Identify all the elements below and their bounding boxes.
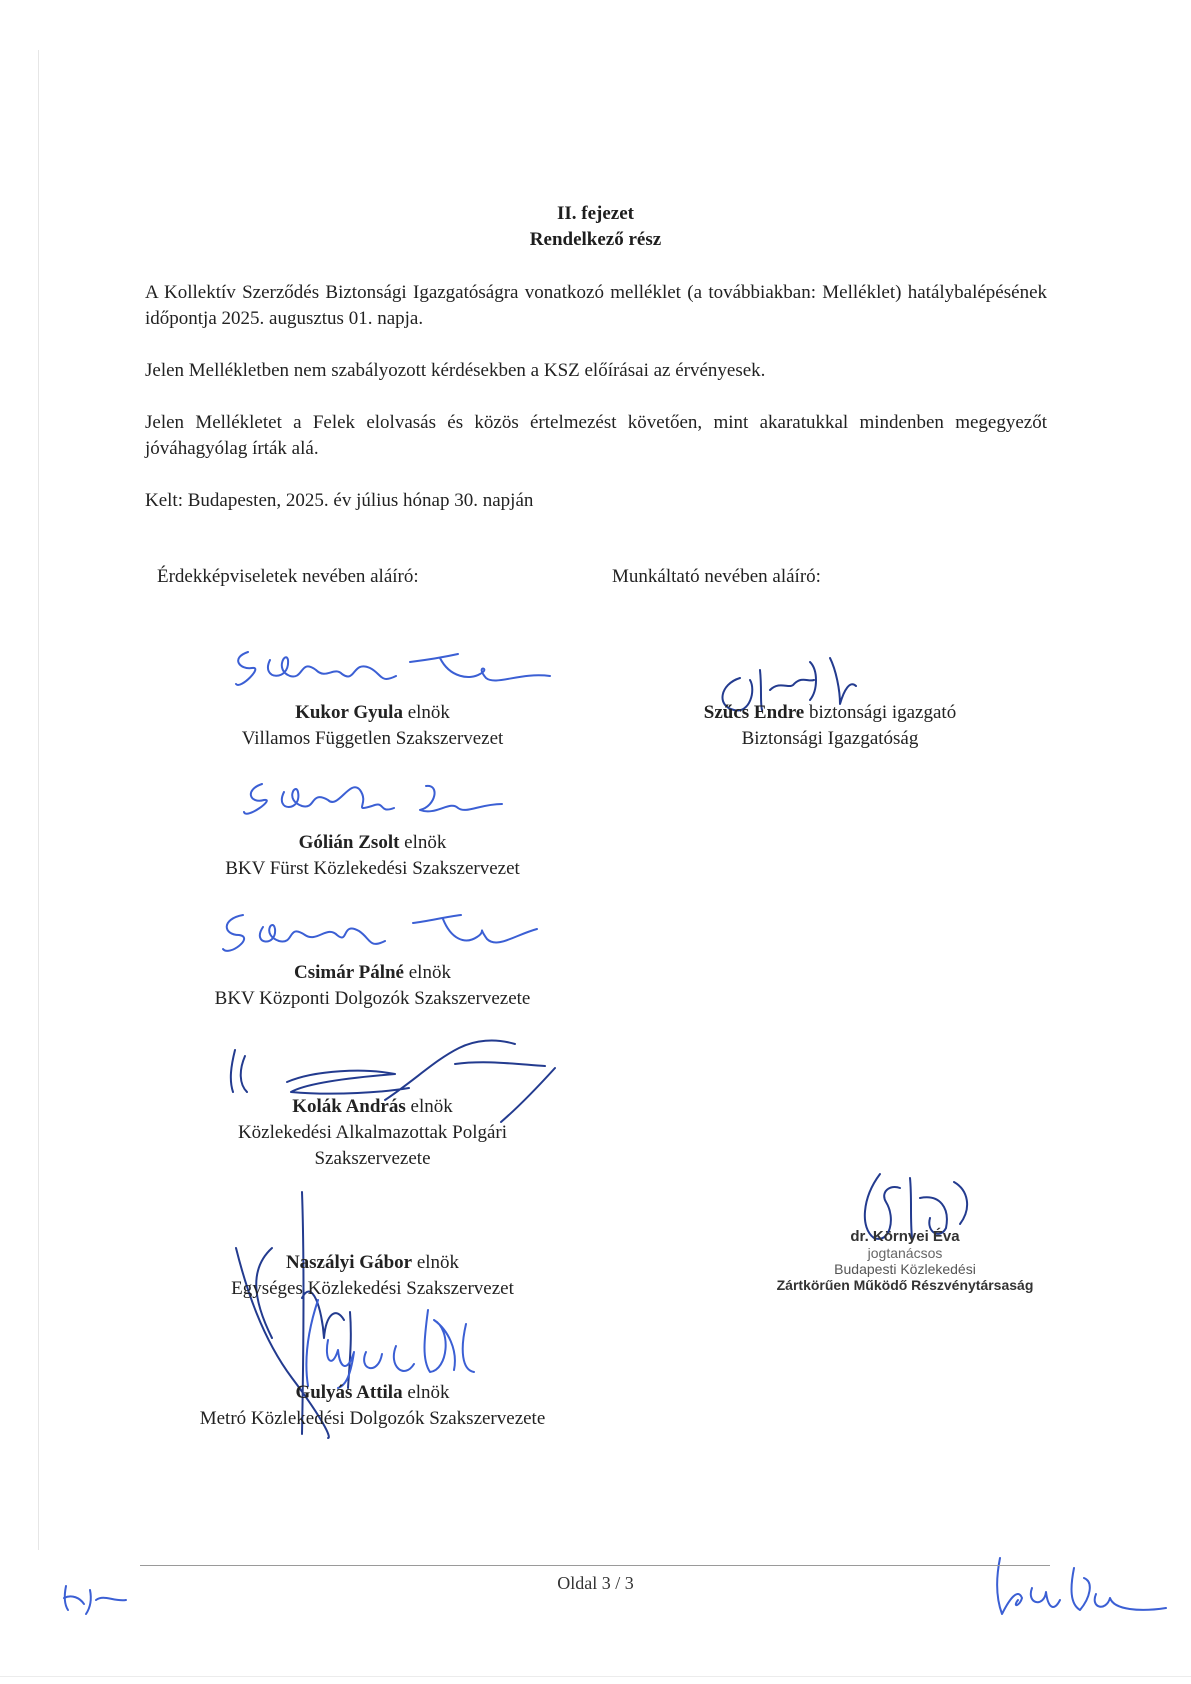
signatory-name-szucs: [660, 700, 1000, 726]
signatory-name-csimar: [150, 960, 595, 986]
footer-divider: [140, 1565, 1050, 1566]
left-column-heading: Érdekképviseletek nevében aláíró:: [157, 566, 419, 587]
signatory-name-kolak: [150, 1094, 595, 1120]
stamp-name: dr. Környei Éva: [850, 1228, 960, 1245]
signatory-role: elnök: [399, 832, 447, 853]
signatory-org-kukor: Villamos Független Szakszervezet: [241, 728, 504, 749]
signature-csimar-palne: [215, 905, 545, 965]
signatory-name: Kukor Gyula: [295, 702, 403, 723]
signatory-name: Szűcs Endre: [703, 702, 805, 723]
stamp-company-line1: Budapesti Közlekedési: [834, 1261, 976, 1277]
chapter-title: Rendelkező rész: [529, 229, 662, 250]
paragraph-date-place: Kelt: Budapesten, 2025. év július hónap 30. napján: [145, 490, 534, 511]
signatory-name: Naszályi Gábor: [285, 1252, 413, 1273]
signatory-org-naszalyi: Egységes Közlekedési Szakszervezet: [231, 1278, 514, 1299]
chapter-number: II. fejezet: [556, 203, 634, 224]
signatory-name: Kolák András: [292, 1096, 406, 1117]
page-number: Oldal 3 / 3: [557, 1573, 634, 1593]
right-column-heading: Munkáltató nevében aláíró:: [612, 566, 821, 587]
signatory-name-golian: [150, 830, 595, 856]
signature-kukor-gyula: [230, 640, 560, 700]
signature-gulyas-attila: [278, 1290, 498, 1390]
signatory-role: elnök: [405, 1096, 453, 1117]
scan-edge-line: [38, 50, 39, 1550]
signatory-org-szucs: Biztonsági Igazgatóság: [741, 728, 919, 749]
signatory-name: Gulyás Attila: [295, 1382, 403, 1403]
signatory-org-kolak: Közlekedési Alkalmazottak Polgári: [237, 1122, 508, 1143]
signatory-name-kukor: [150, 700, 595, 726]
signatory-name-naszalyi: [150, 1250, 595, 1276]
signatory-org-csimar: BKV Központi Dolgozók Szakszervezete: [214, 988, 531, 1009]
stamp-company-line2: Zártkörűen Működő Részvénytársaság: [776, 1277, 1034, 1293]
stamp-title: jogtanácsos: [867, 1245, 943, 1261]
signatory-role: biztonsági igazgató: [804, 702, 957, 723]
signatory-org-gulyas: Metró Közlekedési Dolgozók Szakszervezete: [199, 1408, 546, 1429]
signatory-name: Csimár Pálné: [294, 962, 404, 983]
scan-bottom-edge: [0, 1676, 1191, 1677]
stamp-block: [740, 1228, 1070, 1293]
signatory-role: elnök: [402, 702, 450, 723]
signatory-role: elnök: [412, 1252, 460, 1273]
signatory-org-golian: BKV Fürst Közlekedési Szakszervezet: [225, 858, 520, 879]
signatory-name-gulyas: [150, 1380, 595, 1406]
paragraph-ksz: Jelen Mellékletben nem szabályozott kérdésekben a KSZ előírásai az érvényesek.: [145, 360, 766, 381]
signatory-org-kolak-line2: Szakszervezete: [314, 1148, 431, 1169]
paragraph-effective-date: A Kollektív Szerződés Biztonsági Igazgatóságra vonatkozó melléklet (a továbbiakban: Melléklet) hatálybalépésének időpontja 2025. augusztus 01. napja.: [145, 282, 1047, 329]
signature-golian-zsolt: [240, 770, 540, 830]
signatory-role: elnök: [403, 962, 451, 983]
paragraph-agreement: Jelen Mellékletet a Felek elolvasás és közös értelmezést követően, mint akaratukkal mindenben megegyezőt jóváhagyólag írták alá.: [145, 412, 1047, 459]
signatory-role: elnök: [402, 1382, 450, 1403]
signatory-name: Gólián Zsolt: [298, 832, 400, 853]
